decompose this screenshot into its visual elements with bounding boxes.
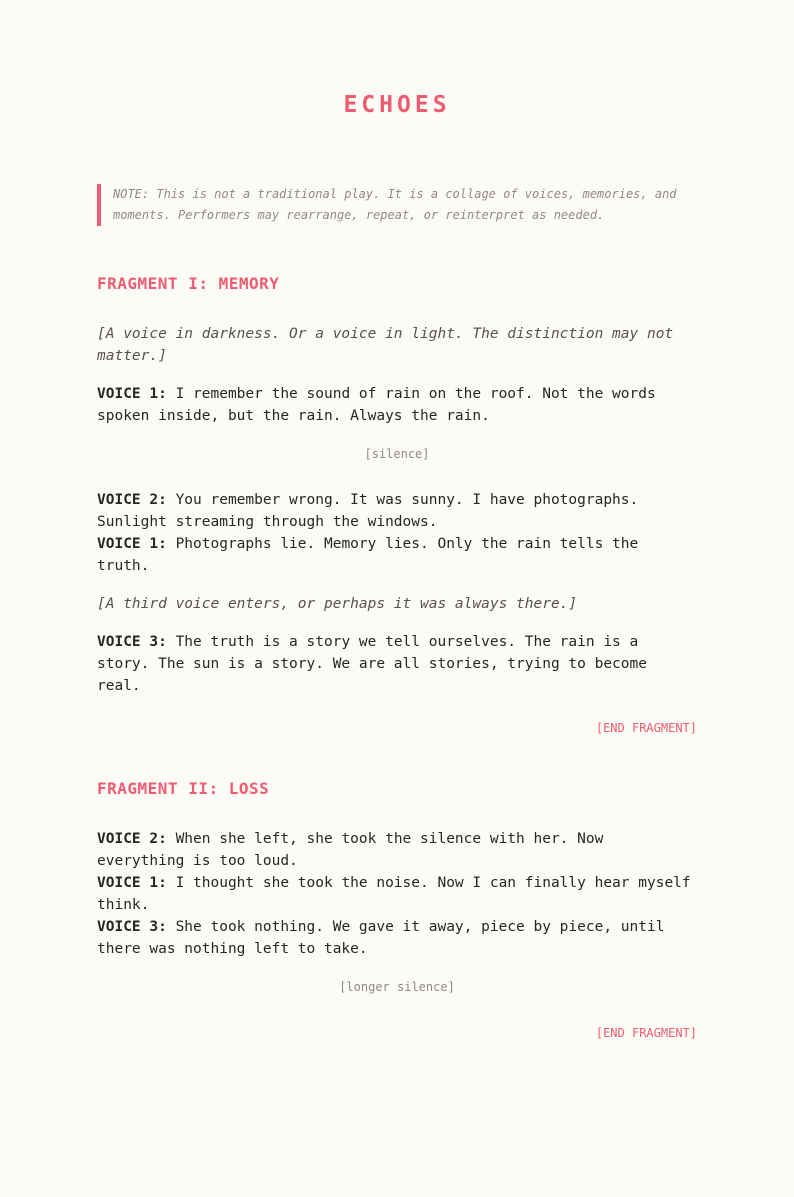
dialogue-line [97, 533, 697, 577]
dialogue-line [97, 383, 697, 427]
dialogue-line [97, 872, 697, 916]
dialogue-text: Photographs lie. Memory lies. Only the rain tells the truth. [97, 536, 639, 574]
dialogue-text: When she left, she took the silence with her. Now everything is too loud. [97, 831, 604, 869]
fragment-section [97, 274, 697, 739]
speaker-label: VOICE 3: [97, 919, 167, 935]
dialogue-text: She took nothing. We gave it away, piece by piece, until there was nothing left to take. [97, 919, 665, 957]
speaker-label: VOICE 3: [97, 634, 167, 650]
silence-marker: [silence] [364, 447, 430, 461]
end-fragment-marker: [END FRAGMENT] [595, 721, 697, 735]
fragment-section [97, 779, 697, 1044]
page-title: ECHOES [343, 92, 451, 118]
script-document [97, 0, 697, 1164]
dialogue-line [97, 916, 697, 960]
fragment-heading: FRAGMENT I: MEMORY [97, 274, 280, 293]
dialogue-line [97, 489, 697, 533]
stage-direction: [A third voice enters, or perhaps it was always there.] [97, 596, 578, 612]
author-note [97, 184, 697, 226]
dialogue-text: I remember the sound of rain on the roof. Not the words spoken inside, but the rain. Always the rain. [97, 386, 656, 424]
speaker-label: VOICE 2: [97, 492, 167, 508]
speaker-label: VOICE 1: [97, 536, 167, 552]
speaker-label: VOICE 2: [97, 831, 167, 847]
end-fragment-marker: [END FRAGMENT] [595, 1026, 697, 1040]
dialogue-block [97, 383, 697, 427]
dialogue-line [97, 828, 697, 872]
dialogue-block [97, 489, 697, 577]
dialogue-text: I thought she took the noise. Now I can finally hear myself think. [97, 875, 691, 913]
dialogue-line [97, 631, 697, 697]
fragments-container [97, 274, 697, 1044]
dialogue-block [97, 631, 697, 697]
dialogue-text: You remember wrong. It was sunny. I have photographs. Sunlight streaming through the windows. [97, 492, 639, 530]
fragment-heading: FRAGMENT II: LOSS [97, 779, 270, 798]
author-note-text: NOTE: This is not a traditional play. It is a collage of voices, memories, and moments. Performers may rearrange, repeat, or reinterpret as needed. [113, 187, 677, 222]
stage-direction: [A voice in darkness. Or a voice in light. The distinction may not matter.] [97, 326, 674, 364]
speaker-label: VOICE 1: [97, 386, 167, 402]
silence-marker: [longer silence] [339, 980, 455, 994]
speaker-label: VOICE 1: [97, 875, 167, 891]
dialogue-block [97, 828, 697, 960]
dialogue-text: The truth is a story we tell ourselves. The rain is a story. The sun is a story. We are all stories, trying to become real. [97, 634, 647, 694]
